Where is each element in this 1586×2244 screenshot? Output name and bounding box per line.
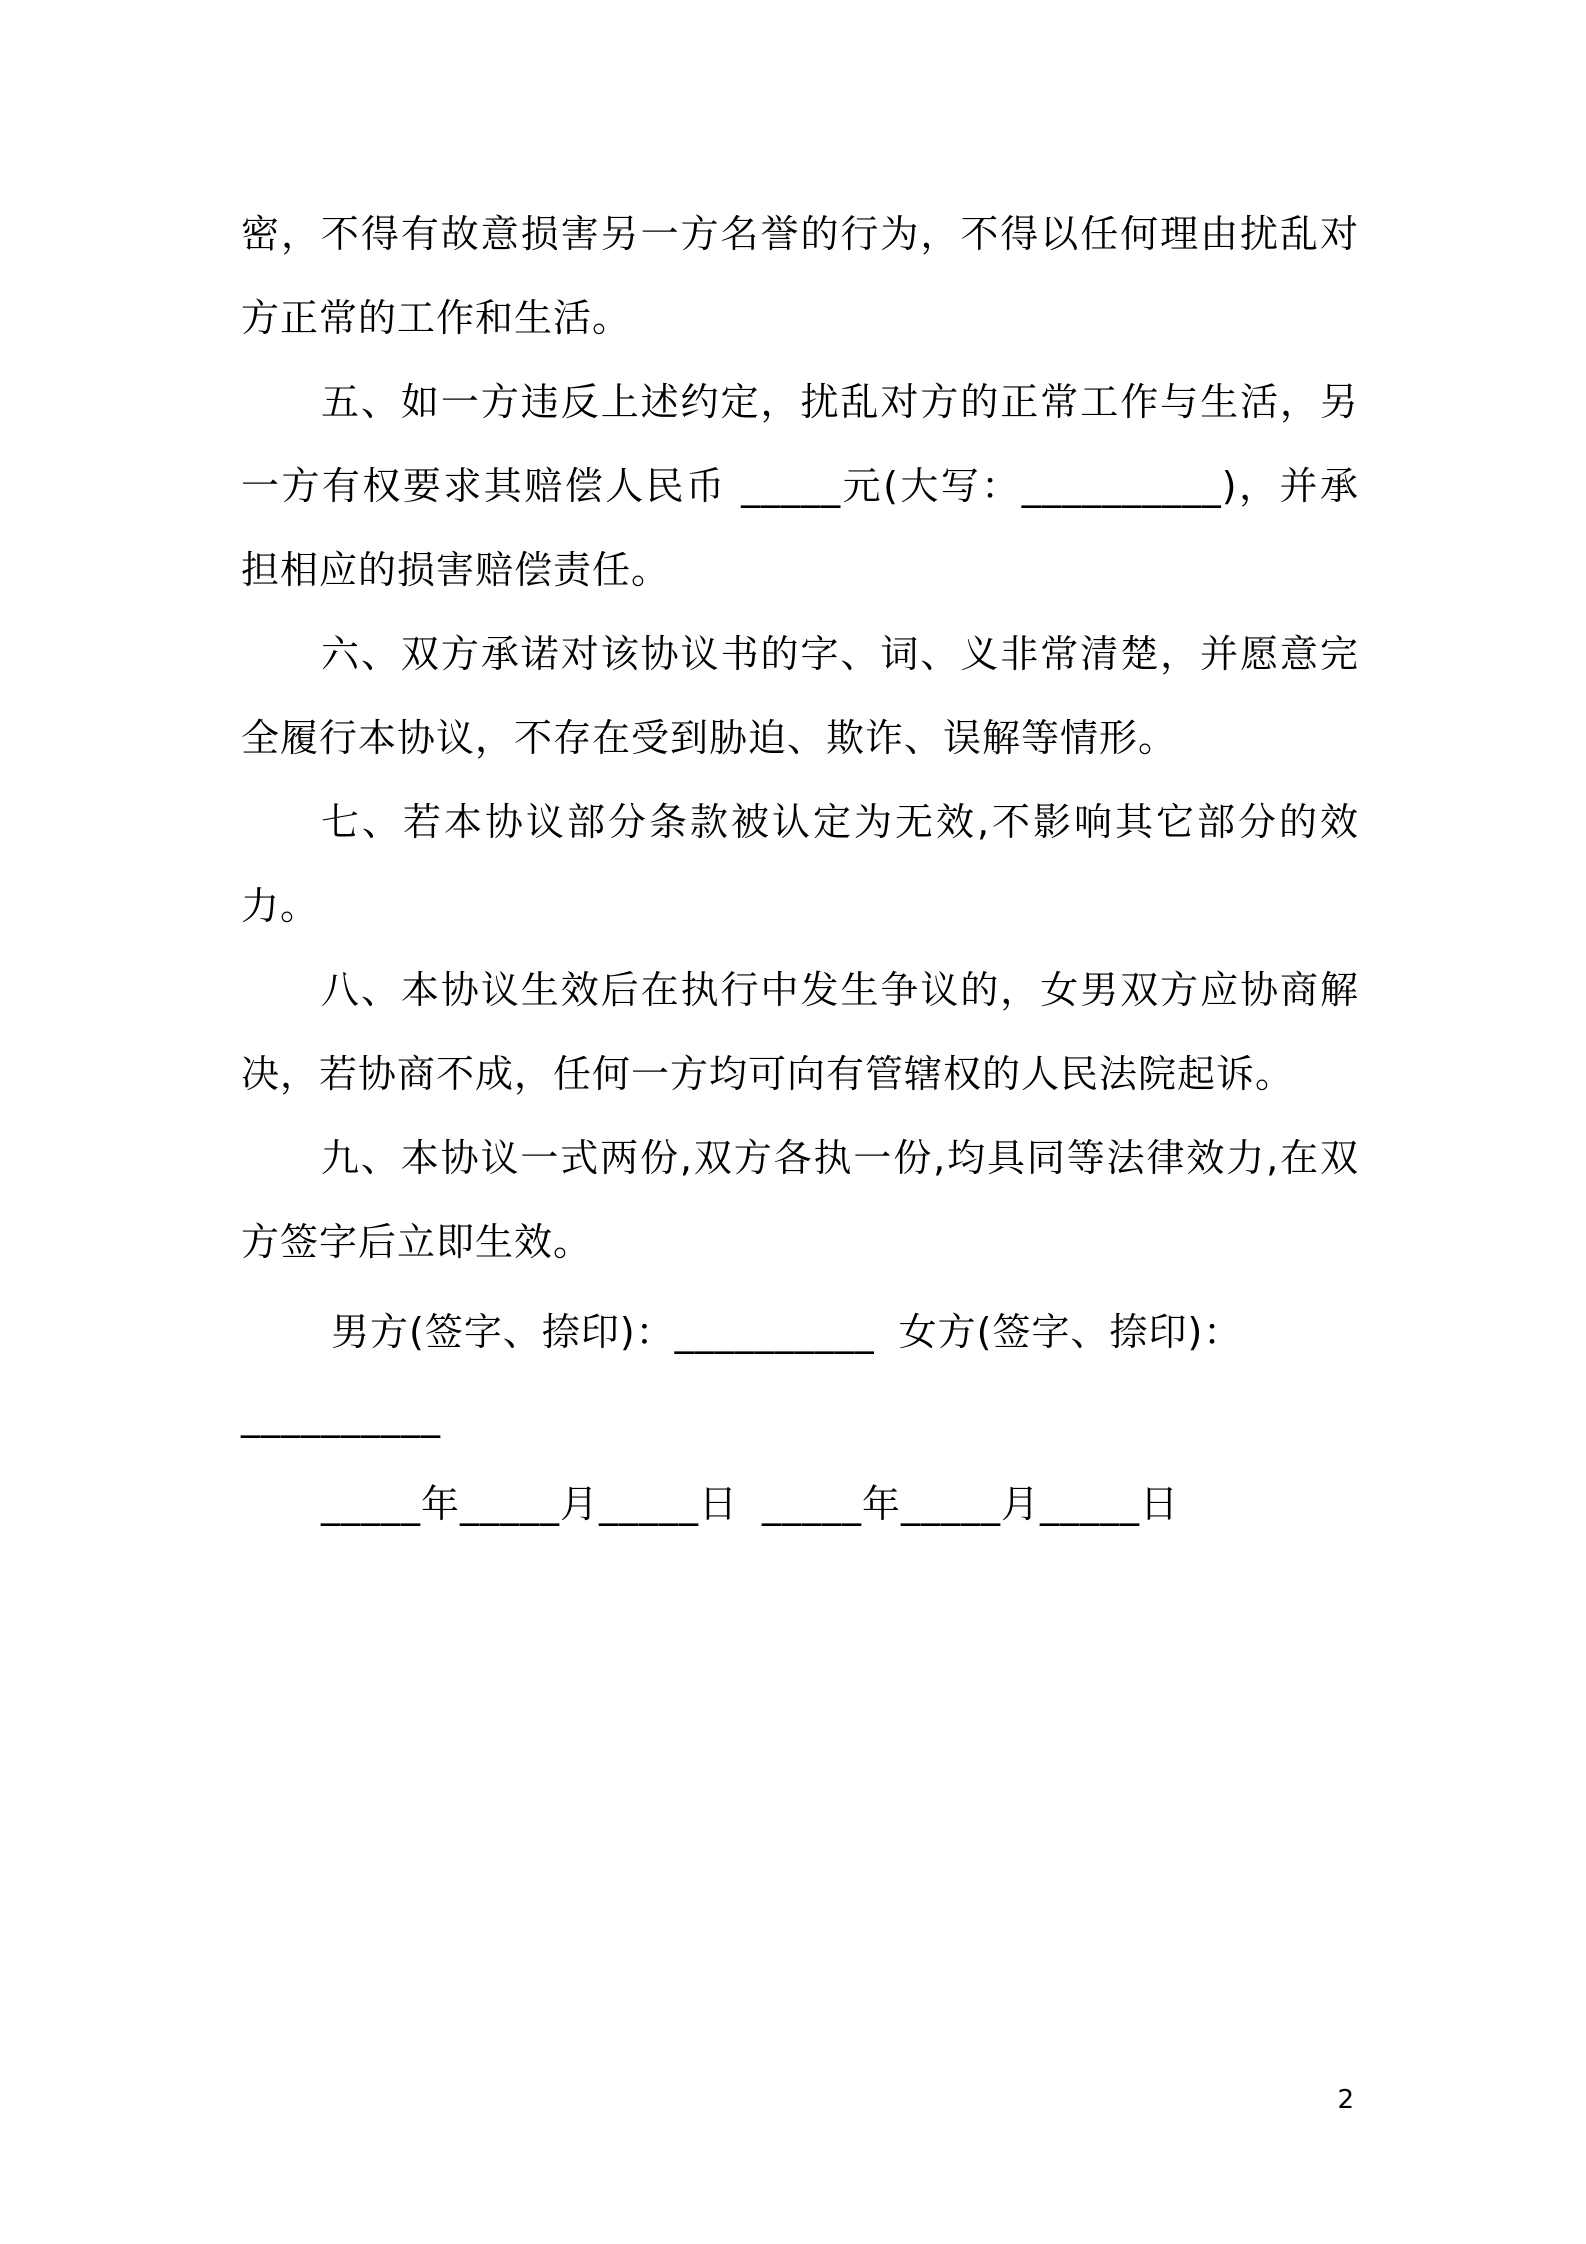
paragraph-clause-5: 五、如一方违反上述约定，扰乱对方的正常工作与生活，另一方有权要求其赔偿人民币 _____元(大写：__________)，并承担相应的损害赔偿责任。 [241,380,1359,592]
paragraph-clause-7: 七、若本协议部分条款被认定为无效,不影响其它部分的效力。 [241,800,1359,928]
document-body [241,192,1359,1546]
signature-line [241,1290,1359,1374]
paragraph-clause-9: 九、本协议一式两份,双方各执一份,均具同等法律效力,在双方签字后立即生效。 [241,1136,1359,1264]
female-signature-label: 女方(签字、捺印)： [898,1310,1243,1354]
female-date: _____年_____月_____日 [762,1482,1180,1526]
male-signature-label: 男方(签字、捺印)：__________ [331,1310,875,1354]
page-number: 2 [1337,2085,1354,2115]
male-date: _____年_____月_____日 [321,1482,739,1526]
female-signature-blank-line [241,1374,1359,1458]
date-line [241,1462,1359,1546]
female-signature-blank: __________ [241,1394,441,1438]
paragraph-continuation: 密，不得有故意损害另一方名誉的行为，不得以任何理由扰乱对方正常的工作和生活。 [241,212,1359,340]
paragraph-clause-8: 八、本协议生效后在执行中发生争议的，女男双方应协商解决，若协商不成，任何一方均可向有管辖权的人民法院起诉。 [241,968,1359,1096]
paragraph-clause-6: 六、双方承诺对该协议书的字、词、义非常清楚，并愿意完全履行本协议，不存在受到胁迫、欺诈、误解等情形。 [241,632,1359,760]
